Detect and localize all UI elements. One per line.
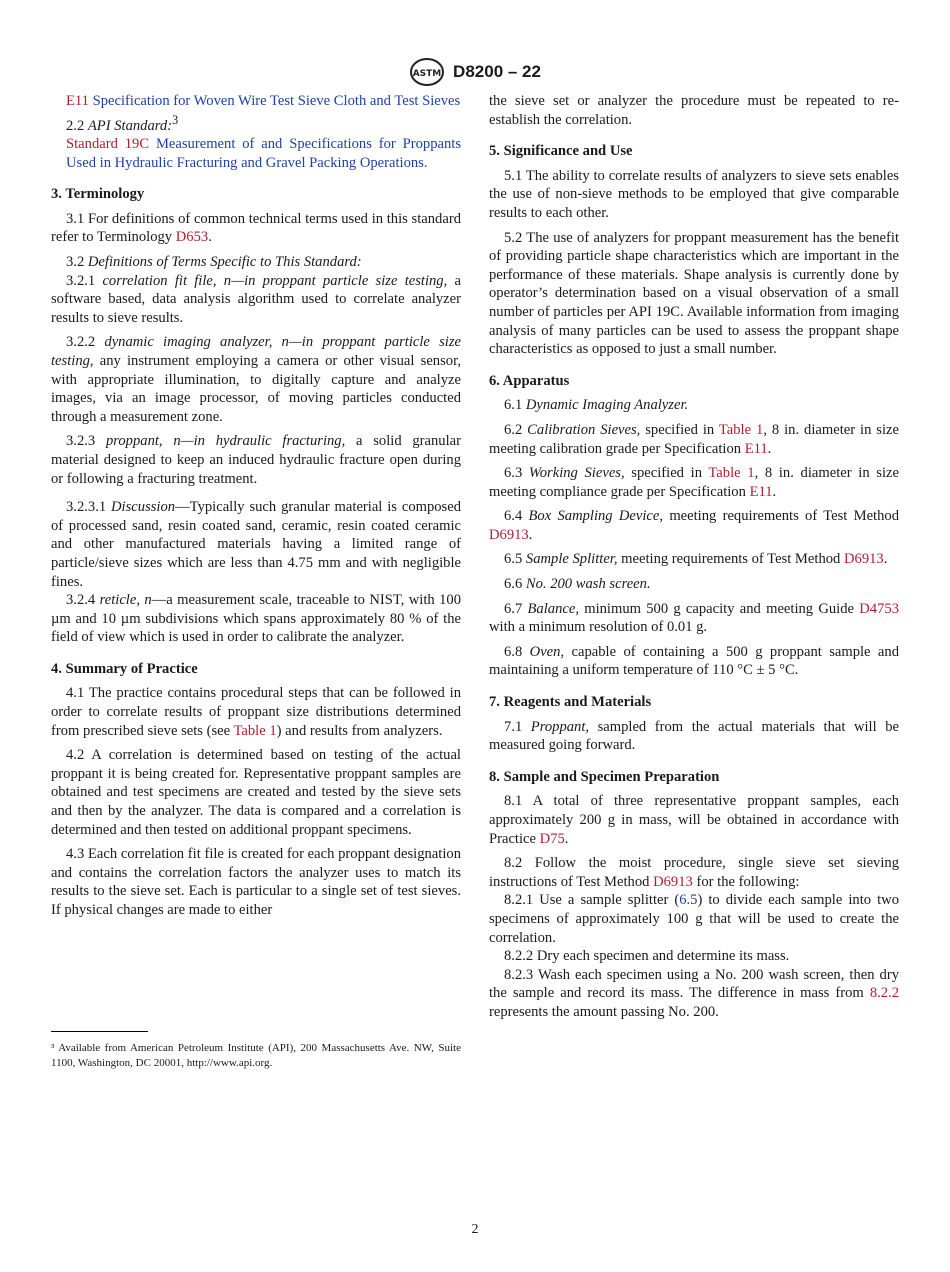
ref-link-e11[interactable]: E11 [66, 93, 89, 109]
reference-e11 [51, 92, 461, 111]
para-8-2: 8.2 Follow the moist procedure, single sieve set sieving instructions of Test Method D6913 for the following: [489, 855, 899, 890]
para-4-2: 4.2 A correlation is determined based on testing of the actual proppant it is being created for. Representative proppant samples are obtained and test specimens are created and tested by the sieve sets and then by the analyzer. The data is compared and a correlation is determined and then tested on additional proppant specimens. [51, 747, 461, 838]
ref-link-table-1[interactable]: Table 1 [708, 465, 755, 482]
ref-link-d6913[interactable]: D6913 [653, 873, 693, 890]
para-3-2-3: 3.2.3 proppant, n—in hydraulic fracturing, a solid granular material designed to keep an induced hydraulic fracture open during or following a fracturing treatment. [51, 433, 461, 487]
section-4-heading: 4. Summary of Practice [51, 660, 198, 677]
para-6-6: 6.6 No. 200 wash screen. [504, 576, 651, 593]
ref-link-6-5[interactable]: 6.5 [679, 892, 698, 909]
para-3-2: 3.2 Definitions of Terms Specific to This Standard: [66, 254, 362, 271]
para-8-2-2: 8.2.2 Dry each specimen and determine its mass. [504, 948, 790, 965]
para-6-1: 6.1 Dynamic Imaging Analyzer. [504, 397, 689, 414]
para-4-3: 4.3 Each correlation fit file is created for each proppant designation and contains the correlation factors the analyzer uses to match its results to the sieve set. Each is particular to a single set of test sieves. If physical changes are made to either [51, 846, 461, 919]
para-8-2-1: 8.2.1 Use a sample splitter (6.5) to divide each sample into two specimens of approximately 100 g that will be used to create the correlation. [489, 892, 899, 946]
para-3-2-4: 3.2.4 reticle, n—a measurement scale, traceable to NIST, with 100 µm and 10 µm subdivisions which spans approximately 80 % of the field of view which is used in order to calibrate the analyzer. [51, 592, 462, 646]
footnote-3: ³ Available from American Petroleum Institute (API), 200 Massachusetts Ave. NW, Suite 1100, Washington, DC 20001, http://www.api.org. [51, 1042, 461, 1069]
para-6-3: 6.3 Working Sieves, specified in Table 1, 8 in. diameter in size meeting compliance grade per Specification E11. [489, 465, 899, 500]
svg-text:ASTM: ASTM [412, 69, 442, 79]
para-5-1: 5.1 The ability to correlate results of analyzers to sieve sets enables the use of non-sieve methods to be employed that give comparable results to each other. [489, 167, 899, 221]
para-8-2-3: 8.2.3 Wash each specimen using a No. 200 wash screen, then dry the sample and record its mass. The difference in mass from 8.2.2 represents the amount passing No. 200. [489, 966, 899, 1020]
para-6-7: 6.7 Balance, minimum 500 g capacity and meeting Guide D4753 with a minimum resolution of 0.01 g. [489, 600, 899, 636]
section-8-heading: 8. Sample and Specimen Preparation [489, 768, 720, 785]
para-3-2-2: 3.2.2 dynamic imaging analyzer, n—in proppant particle size testing, any instrument employing a camera or other visual sensor, with appropriate illumination, to digitally capture and analyze images, via an image processor, of moving particles conducted through a measurement zone. [51, 334, 461, 425]
para-7-1: 7.1 Proppant, sampled from the actual materials that will be measured going forward. [489, 718, 899, 754]
para-6-4: 6.4 Box Sampling Device, meeting requirements of Test Method D6913. [489, 508, 899, 543]
page-header [0, 57, 950, 87]
para-3-1: 3.1 For definitions of common technical terms used in this standard refer to Terminology D653. [51, 210, 461, 246]
footnote-marker: 3 [172, 112, 179, 127]
ref-title-19c[interactable]: Measurement of and Specifications for Proppants Used in Hydraulic Fracturing and Gravel Packing Operations. [66, 136, 461, 171]
section-6-heading: 6. Apparatus [489, 372, 570, 389]
section-5-heading: 5. Significance and Use [489, 143, 633, 160]
ref-link-table-1[interactable]: Table 1 [233, 722, 277, 739]
para-6-5: 6.5 Sample Splitter, meeting requirements of Test Method D6913. [504, 551, 888, 568]
ref-link-table-1[interactable]: Table 1 [718, 421, 764, 438]
ref-title-e11[interactable]: Specification for Woven Wire Test Sieve Cloth and Test Sieves [88, 93, 461, 109]
para-8-1: 8.1 A total of three representative proppant samples, each approximately 200 g in mass, will be obtained in accordance with Practice D75. [489, 793, 899, 847]
ref-link-e11[interactable]: E11 [744, 440, 768, 457]
footnote-divider [51, 1031, 148, 1032]
para-6-8: 6.8 Oven, capable of containing a 500 g proppant sample and maintaining a uniform temperature of 110 °C ± 5 °C. [489, 643, 900, 679]
para-4-3-continued: the sieve set or analyzer the procedure must be repeated to re-establish the correlation. [489, 93, 899, 128]
ref-link-d653[interactable]: D653 [175, 229, 209, 246]
para-4-1: 4.1 The practice contains procedural steps that can be followed in order to correlate results of proppant size distributions determined from prescribed sieve sets (see Table 1) and results from analyzers. [51, 685, 461, 739]
ref-link-d6913[interactable]: D6913 [843, 551, 884, 568]
document-designation: D8200 – 22 [453, 62, 541, 81]
section-3-heading: 3. Terminology [51, 186, 145, 203]
ref-link-8-2-2[interactable]: 8.2.2 [869, 985, 899, 1002]
para-3-2-3-1: 3.2.3.1 Discussion—Typically such granular material is composed of processed sand, resin coated sand, ceramic, resin coated ceramic and other manufactured materials having a limited range of particle/sieve sizes which are less than 4.75 mm and with negligible fines. [51, 499, 462, 590]
section-7-heading: 7. Reagents and Materials [489, 694, 652, 711]
ref-link-19c[interactable]: Standard 19C [66, 136, 150, 153]
left-column [51, 92, 461, 920]
para-6-2: 6.2 Calibration Sieves, specified in Table 1, 8 in. diameter in size meeting calibration grade per Specification E11. [489, 421, 899, 457]
right-column [489, 92, 899, 1022]
astm-logo-icon [409, 57, 445, 87]
para-5-2: 5.2 The use of analyzers for proppant measurement has the benefit of providing particle shape characteristics which are important in the performance of these materials. Shape analysis is currently done by operator’s determination based on a visual observation of a small number of particles per API 19C. Available information from imaging analysis of many particles can be used to assess the proppant shape characteristics as opposed to just a small number. [489, 229, 899, 358]
ref-link-d6913[interactable]: D6913 [489, 526, 529, 543]
ref-link-d75[interactable]: D75 [539, 830, 565, 847]
ref-link-e11[interactable]: E11 [749, 483, 773, 500]
para-3-2-1: 3.2.1 correlation fit file, n—in proppant particle size testing, a software based, data analysis algorithm used to correlate analyzer results to sieve results. [51, 272, 461, 326]
page-number: 2 [471, 1222, 479, 1237]
reference-19c [51, 135, 461, 172]
api-standard-heading: 2.2 API Standard:$^3$ [66, 112, 179, 134]
ref-link-d4753[interactable]: D4753 [859, 600, 899, 617]
